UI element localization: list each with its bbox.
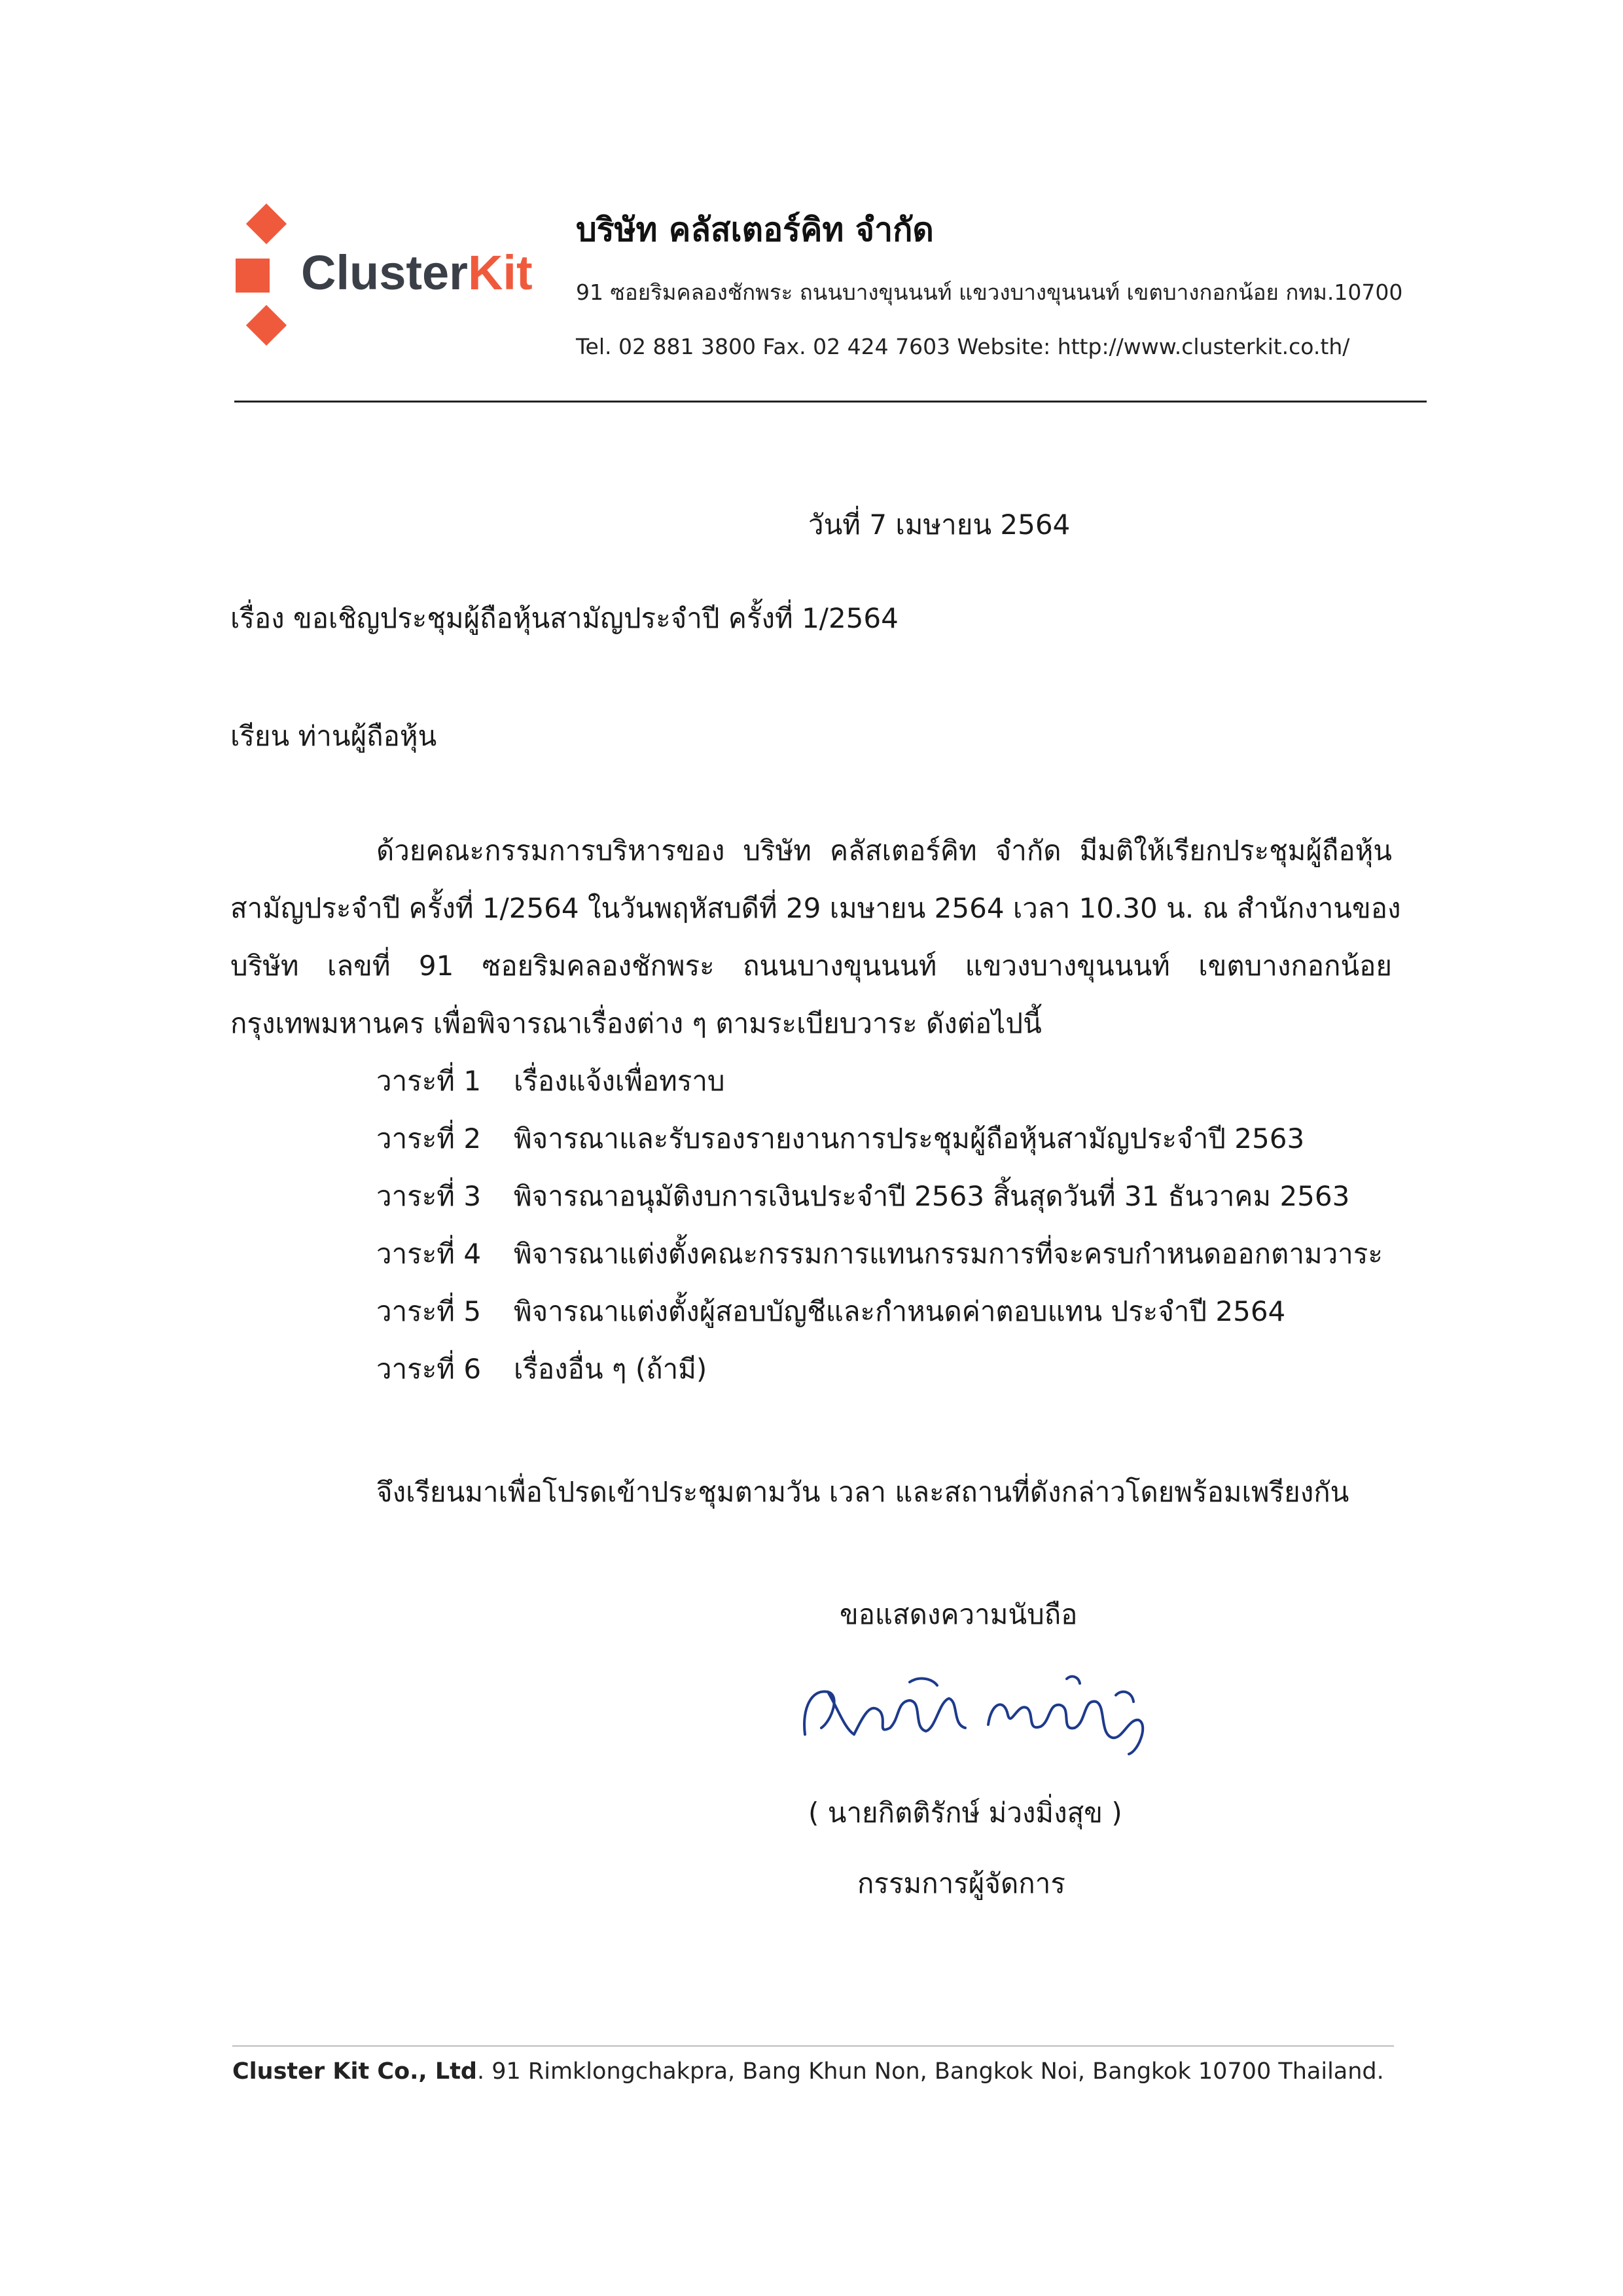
logo-mark-icon <box>236 204 287 346</box>
agenda-item-text: เรื่องแจ้งเพื่อทราบ <box>514 1065 725 1097</box>
paragraph-line: บริษัท เลขที่ 91 ซอยริมคลองชักพระ ถนนบางขุนนนท์ แขวงบางขุนนนท์ เขตบางกอกน้อย <box>230 950 1392 982</box>
agenda-item-label: วาระที่ 5 <box>376 1295 482 1327</box>
agenda-item-label: วาระที่ 3 <box>376 1180 482 1212</box>
paragraph-line: กรุงเทพมหานคร เพื่อพิจารณาเรื่องต่าง ๆ ตามระเบียบวาระ ดังต่อไปนี้ <box>230 1007 1042 1039</box>
agenda-item-text: พิจารณาอนุมัติงบการเงินประจำปี 2563 สิ้นสุดวันที่ 31 ธันวาคม 2563 <box>514 1180 1350 1212</box>
company-name: บริษัท คลัสเตอร์คิท จำกัด <box>576 211 934 249</box>
signer-title: กรรมการผู้จัดการ <box>857 1867 1065 1899</box>
agenda-item-label: วาระที่ 1 <box>376 1065 482 1097</box>
agenda-item-text: พิจารณาและรับรองรายงานการประชุมผู้ถือหุ้นสามัญประจำปี 2563 <box>514 1122 1305 1155</box>
letter-date: วันที่ 7 เมษายน 2564 <box>808 509 1071 541</box>
company-address: 91 ซอยริมคลองชักพระ ถนนบางขุนนนท์ แขวงบางขุนนนท์ เขตบางกอกน้อย กทม.10700 <box>576 279 1403 305</box>
agenda-item-label: วาระที่ 4 <box>376 1238 482 1270</box>
agenda-item-text: พิจารณาแต่งตั้งผู้สอบบัญชีและกำหนดค่าตอบแทน ประจำปี 2564 <box>514 1295 1286 1327</box>
closing-sentence: จึงเรียนมาเพื่อโปรดเข้าประชุมตามวัน เวลา และสถานที่ดังกล่าวโดยพร้อมเพรียงกัน <box>376 1476 1349 1508</box>
agenda-item-text: เรื่องอื่น ๆ (ถ้ามี) <box>514 1353 707 1385</box>
agenda-item-text: พิจารณาแต่งตั้งคณะกรรมการแทนกรรมการที่จะครบกำหนดออกตามวาระ <box>514 1238 1383 1270</box>
agenda-item-label: วาระที่ 6 <box>376 1353 482 1385</box>
header-divider <box>234 401 1427 403</box>
logo-wordmark: ClusterKit <box>301 245 533 300</box>
signer-name: ( นายกิตติรักษ์ ม่วงมิ่งสุข ) <box>808 1797 1122 1829</box>
footer-address <box>232 2058 1384 2085</box>
letter-salutation: เรียน ท่านผู้ถือหุ้น <box>230 720 437 752</box>
regards: ขอแสดงความนับถือ <box>840 1598 1078 1630</box>
agenda-item-label: วาระที่ 2 <box>376 1122 482 1155</box>
paragraph-line: ด้วยคณะกรรมการบริหารของ บริษัท คลัสเตอร์คิท จำกัด มีมติให้เรียกประชุมผู้ถือหุ้น <box>376 834 1392 867</box>
clusterkit-logo <box>232 203 560 353</box>
handwritten-signature <box>792 1662 1158 1761</box>
paragraph-line: สามัญประจำปี ครั้งที่ 1/2564 ในวันพฤหัสบดีที่ 29 เมษายน 2564 เวลา 10.30 น. ณ สำนักงานของ <box>230 892 1401 924</box>
footer-address-text: . 91 Rimklongchakpra, Bang Khun Non, Bangkok Noi, Bangkok 10700 Thailand. <box>476 2058 1384 2085</box>
company-contact: Tel. 02 881 3800 Fax. 02 424 7603 Website: http://www.clusterkit.co.th/ <box>576 334 1350 359</box>
footer-divider <box>232 2045 1394 2047</box>
letter-subject: เรื่อง ขอเชิญประชุมผู้ถือหุ้นสามัญประจำปี ครั้งที่ 1/2564 <box>230 602 899 634</box>
footer-company: Cluster Kit Co., Ltd <box>232 2058 477 2085</box>
